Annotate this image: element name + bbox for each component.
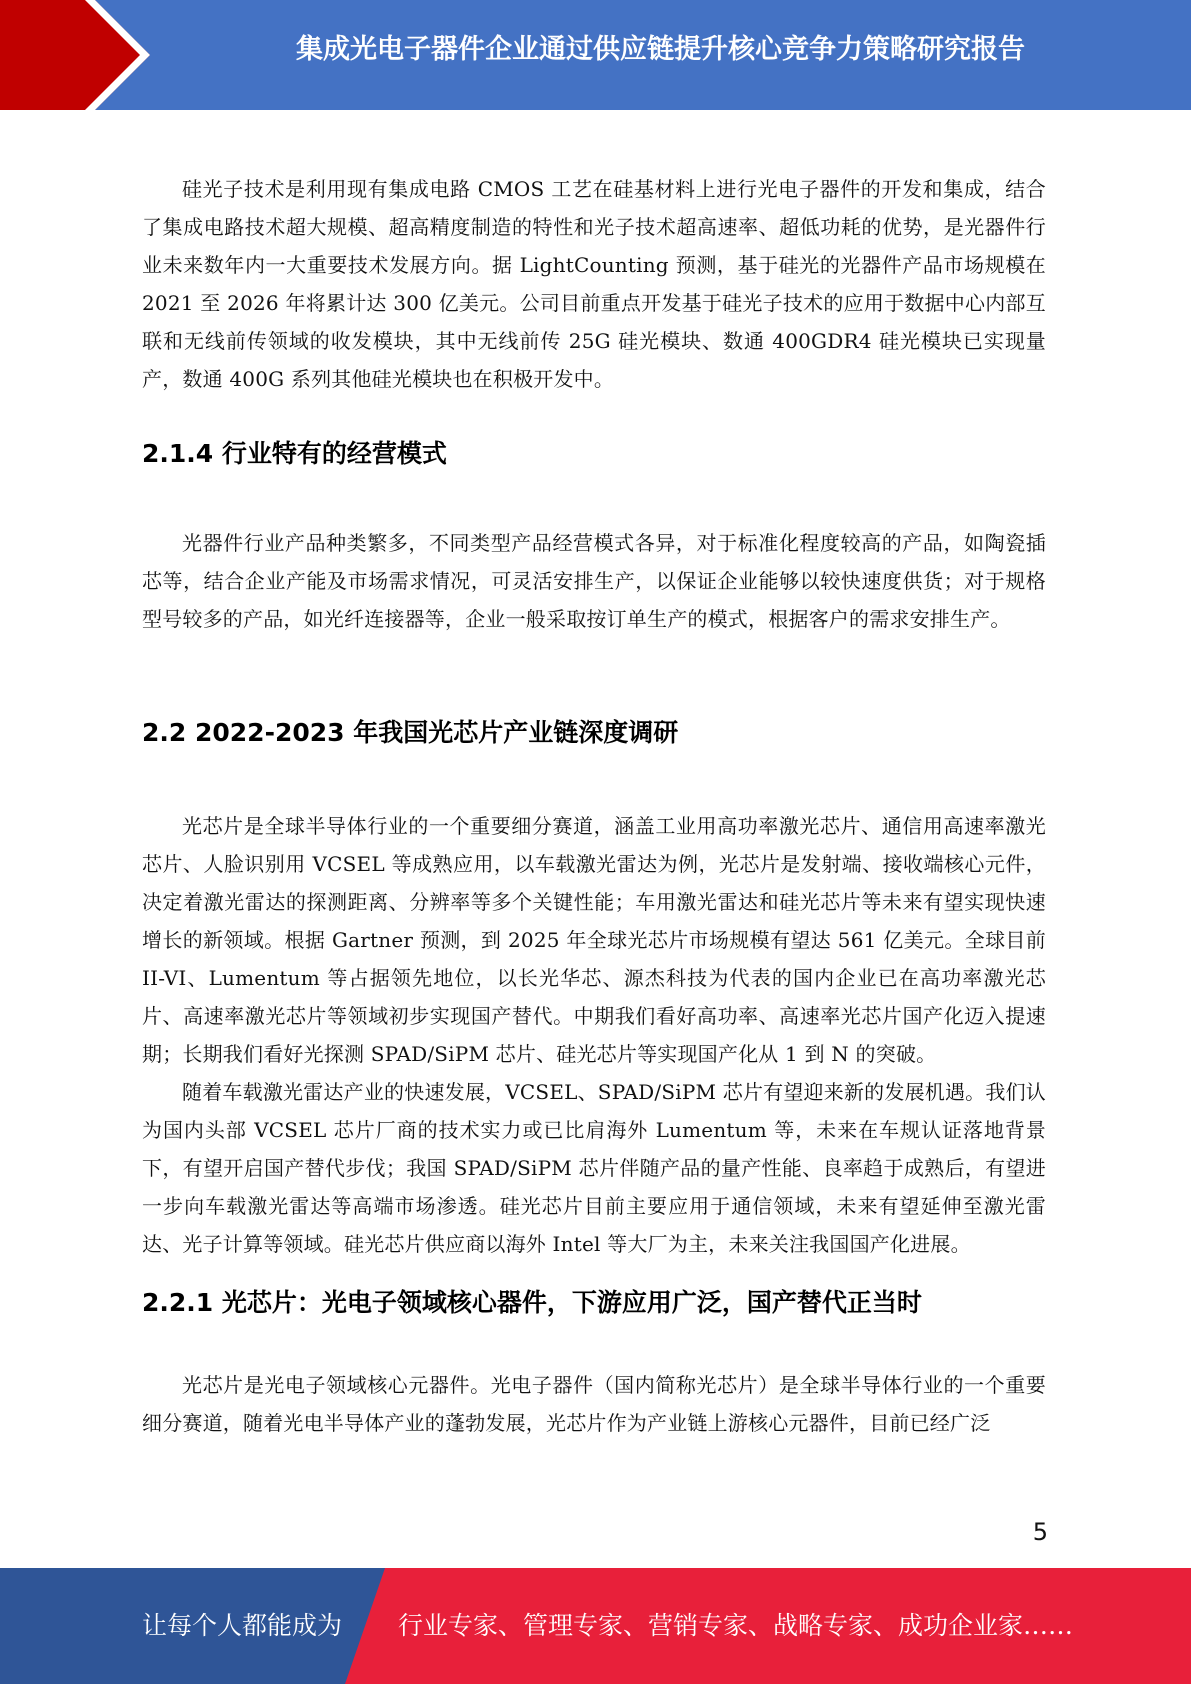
header-arrow-decoration: [0, 0, 160, 110]
section-heading-2-1-4: 2.1.4 行业特有的经营模式: [142, 439, 447, 468]
section-heading-2-2: 2.2 2022-2023 年我国光芯片产业链深度调研: [142, 718, 679, 747]
section-heading-2-2-1: 2.2.1 光芯片：光电子领域核心器件，下游应用广泛，国产替代正当时: [142, 1288, 922, 1317]
section-2-1-4-paragraph: 光器件行业产品种类繁多，不同类型产品经营模式各异，对于标准化程度较高的产品，如陶瓷插芯等，结合企业产能及市场需求情况，可灵活安排生产，以保证企业能够以较快速度供货；对于规格型号较多的产品，如光纤连接器等，企业一般采取按订单生产的模式，根据客户的需求安排生产。: [142, 531, 1046, 631]
section-2-2-1-paragraph: 光芯片是光电子领域核心元器件。光电子器件（国内简称光芯片）是全球半导体行业的一个重要细分赛道，随着光电半导体产业的蓬勃发展，光芯片作为产业链上游核心元器件，目前已经广泛: [142, 1373, 1046, 1435]
page-header: [0, 0, 1191, 110]
footer-slogan-right: 行业专家、管理专家、营销专家、战略专家、成功企业家……: [398, 1611, 1074, 1640]
document-body: [142, 170, 1046, 1442]
page-footer: [0, 1568, 1191, 1684]
section-2-2-paragraph-1: 光芯片是全球半导体行业的一个重要细分赛道，涵盖工业用高功率激光芯片、通信用高速率激光芯片、人脸识别用 VCSEL 等成熟应用，以车载激光雷达为例，光芯片是发射端、接收端核心元件，决定着激光雷达的探测距离、分辨率等多个关键性能；车用激光雷达和硅光芯片等未来有望实现快速增长的新领域。根据 Gartner 预测，到 2025 年全球光芯片市场规模有望达 561 亿美元。全球目前 II-VI、Lumentum 等占据领先地位，以长光华芯、源杰科技为代表的国内企业已在高功率激光芯片、高速率激光芯片等领域初步实现国产替代。中期我们看好高功率、高速率光芯片国产化迈入提速期；长期我们看好光探测 SPAD/SiPM 芯片、硅光芯片等实现国产化从 1 到 N 的突破。: [142, 814, 1046, 1066]
footer-slogan-left: 让每个人都能成为: [142, 1611, 343, 1640]
intro-paragraph: 硅光子技术是利用现有集成电路 CMOS 工艺在硅基材料上进行光电子器件的开发和集成，结合了集成电路技术超大规模、超高精度制造的特性和光子技术超高速率、超低功耗的优势，是光器件行业未来数年内一大重要技术发展方向。据 LightCounting 预测，基于硅光的光器件产品市场规模在 2021 至 2026 年将累计达 300 亿美元。公司目前重点开发基于硅光子技术的应用于数据中心内部互联和无线前传领域的收发模块，其中无线前传 25G 硅光模块、数通 400GDR4 硅光模块已实现量产，数通 400G 系列其他硅光模块也在积极开发中。: [142, 177, 1046, 391]
page-number: 5: [1032, 1518, 1048, 1546]
report-title: 集成光电子器件企业通过供应链提升核心竞争力策略研究报告: [296, 34, 1025, 65]
section-2-2-paragraph-2: 随着车载激光雷达产业的快速发展，VCSEL、SPAD/SiPM 芯片有望迎来新的发展机遇。我们认为国内头部 VCSEL 芯片厂商的技术实力或已比肩海外 Lumentum 等，未来在车规认证落地背景下，有望开启国产替代步伐；我国 SPAD/SiPM 芯片伴随产品的量产性能、良率趋于成熟后，有望进一步向车载激光雷达等高端市场渗透。硅光芯片目前主要应用于通信领域，未来有望延伸至激光雷达、光子计算等领域。硅光芯片供应商以海外 Intel 等大厂为主，未来关注我国国产化进展。: [142, 1080, 1046, 1256]
